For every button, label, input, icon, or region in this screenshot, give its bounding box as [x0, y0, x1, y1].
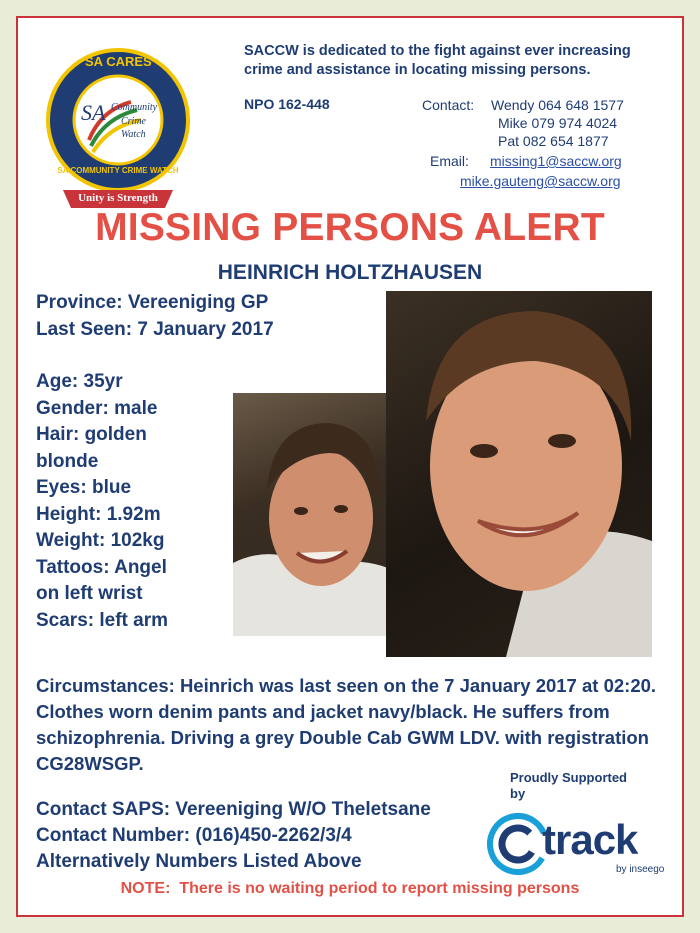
organisation-intro: SACCW is dedicated to the fight against ever increasing crime and assistance in locating missing persons.	[244, 43, 631, 78]
person-photo-large	[386, 291, 652, 657]
email-link-mike-gauteng[interactable]: mike.gauteng@saccw.org	[460, 173, 621, 189]
note-text: There is no waiting period to report missing persons	[179, 880, 580, 897]
email-label: Email:	[430, 153, 469, 169]
detail-gender: Gender: male	[36, 397, 158, 419]
logo-top-text: SA CARES	[85, 54, 152, 69]
circumstances-text: Circumstances: Heinrich was last seen on the 7 January 2017 at 02:20. Clothes worn denim pants and jacket navy/black. He suffers from schizophrenia. Driving a grey Double Cab GWM LDV. with registration CG28WSGP.	[36, 675, 657, 774]
detail-province: Province: Vereeniging GP	[36, 292, 269, 313]
contact-label: Contact:	[422, 97, 475, 113]
saps-line-2: Contact Number: (016)450-2262/3/4	[36, 825, 352, 846]
detail-tattoos: Tattoos: Angel	[36, 556, 167, 578]
missing-person-name: HEINRICH HOLTZHAUSEN	[217, 261, 483, 284]
detail-age: Age: 35yr	[36, 371, 123, 392]
poster-frame	[16, 16, 684, 917]
saps-line-1: Contact SAPS: Vereeniging W/O Theletsane	[36, 799, 431, 820]
detail-height: Height: 1.92m	[36, 503, 161, 525]
saps-contact	[36, 797, 431, 875]
detail-eyes: Eyes: blue	[36, 477, 132, 498]
detail-hair: Hair: golden	[36, 424, 147, 445]
logo-center-crime: Crime	[121, 116, 146, 127]
detail-weight: Weight: 102kg	[36, 530, 165, 551]
person-photo-small	[233, 393, 398, 636]
detail-last-seen: Last Seen: 7 January 2017	[36, 318, 274, 340]
saccw-logo	[41, 40, 196, 220]
ctrack-sub: by inseego	[616, 864, 665, 875]
logo-center-community: Community	[111, 102, 158, 113]
logo-ring-text: SA COMMUNITY CRIME WATCH	[57, 166, 179, 175]
logo-center-watch: Watch	[121, 129, 146, 140]
note-footer	[18, 880, 682, 898]
logo-center-sa: SA	[81, 100, 106, 125]
sponsor-line-2: by	[510, 786, 526, 801]
ctrack-logo	[486, 810, 676, 878]
email-link-missing1[interactable]: missing1@saccw.org	[490, 153, 622, 169]
detail-scars: Scars: left arm	[36, 609, 169, 631]
sponsor-line-1: Proudly Supported	[510, 770, 627, 785]
logo-motto: Unity is Strength	[78, 192, 158, 204]
contact-mike: Mike 079 974 4024	[498, 115, 618, 131]
saps-line-3: Alternatively Numbers Listed Above	[36, 851, 362, 872]
contact-pat: Pat 082 654 1877	[498, 133, 609, 149]
detail-tattoos-cont: on left wrist	[36, 583, 143, 604]
ctrack-wordmark: track	[542, 816, 638, 863]
sponsor-caption	[510, 770, 627, 802]
npo-number: NPO 162-448	[244, 96, 330, 112]
detail-hair-cont: blonde	[36, 450, 99, 472]
contact-wendy: Wendy 064 648 1577	[491, 97, 624, 113]
alert-headline: MISSING PERSONS ALERT	[95, 206, 605, 249]
note-label: NOTE:	[120, 880, 171, 897]
